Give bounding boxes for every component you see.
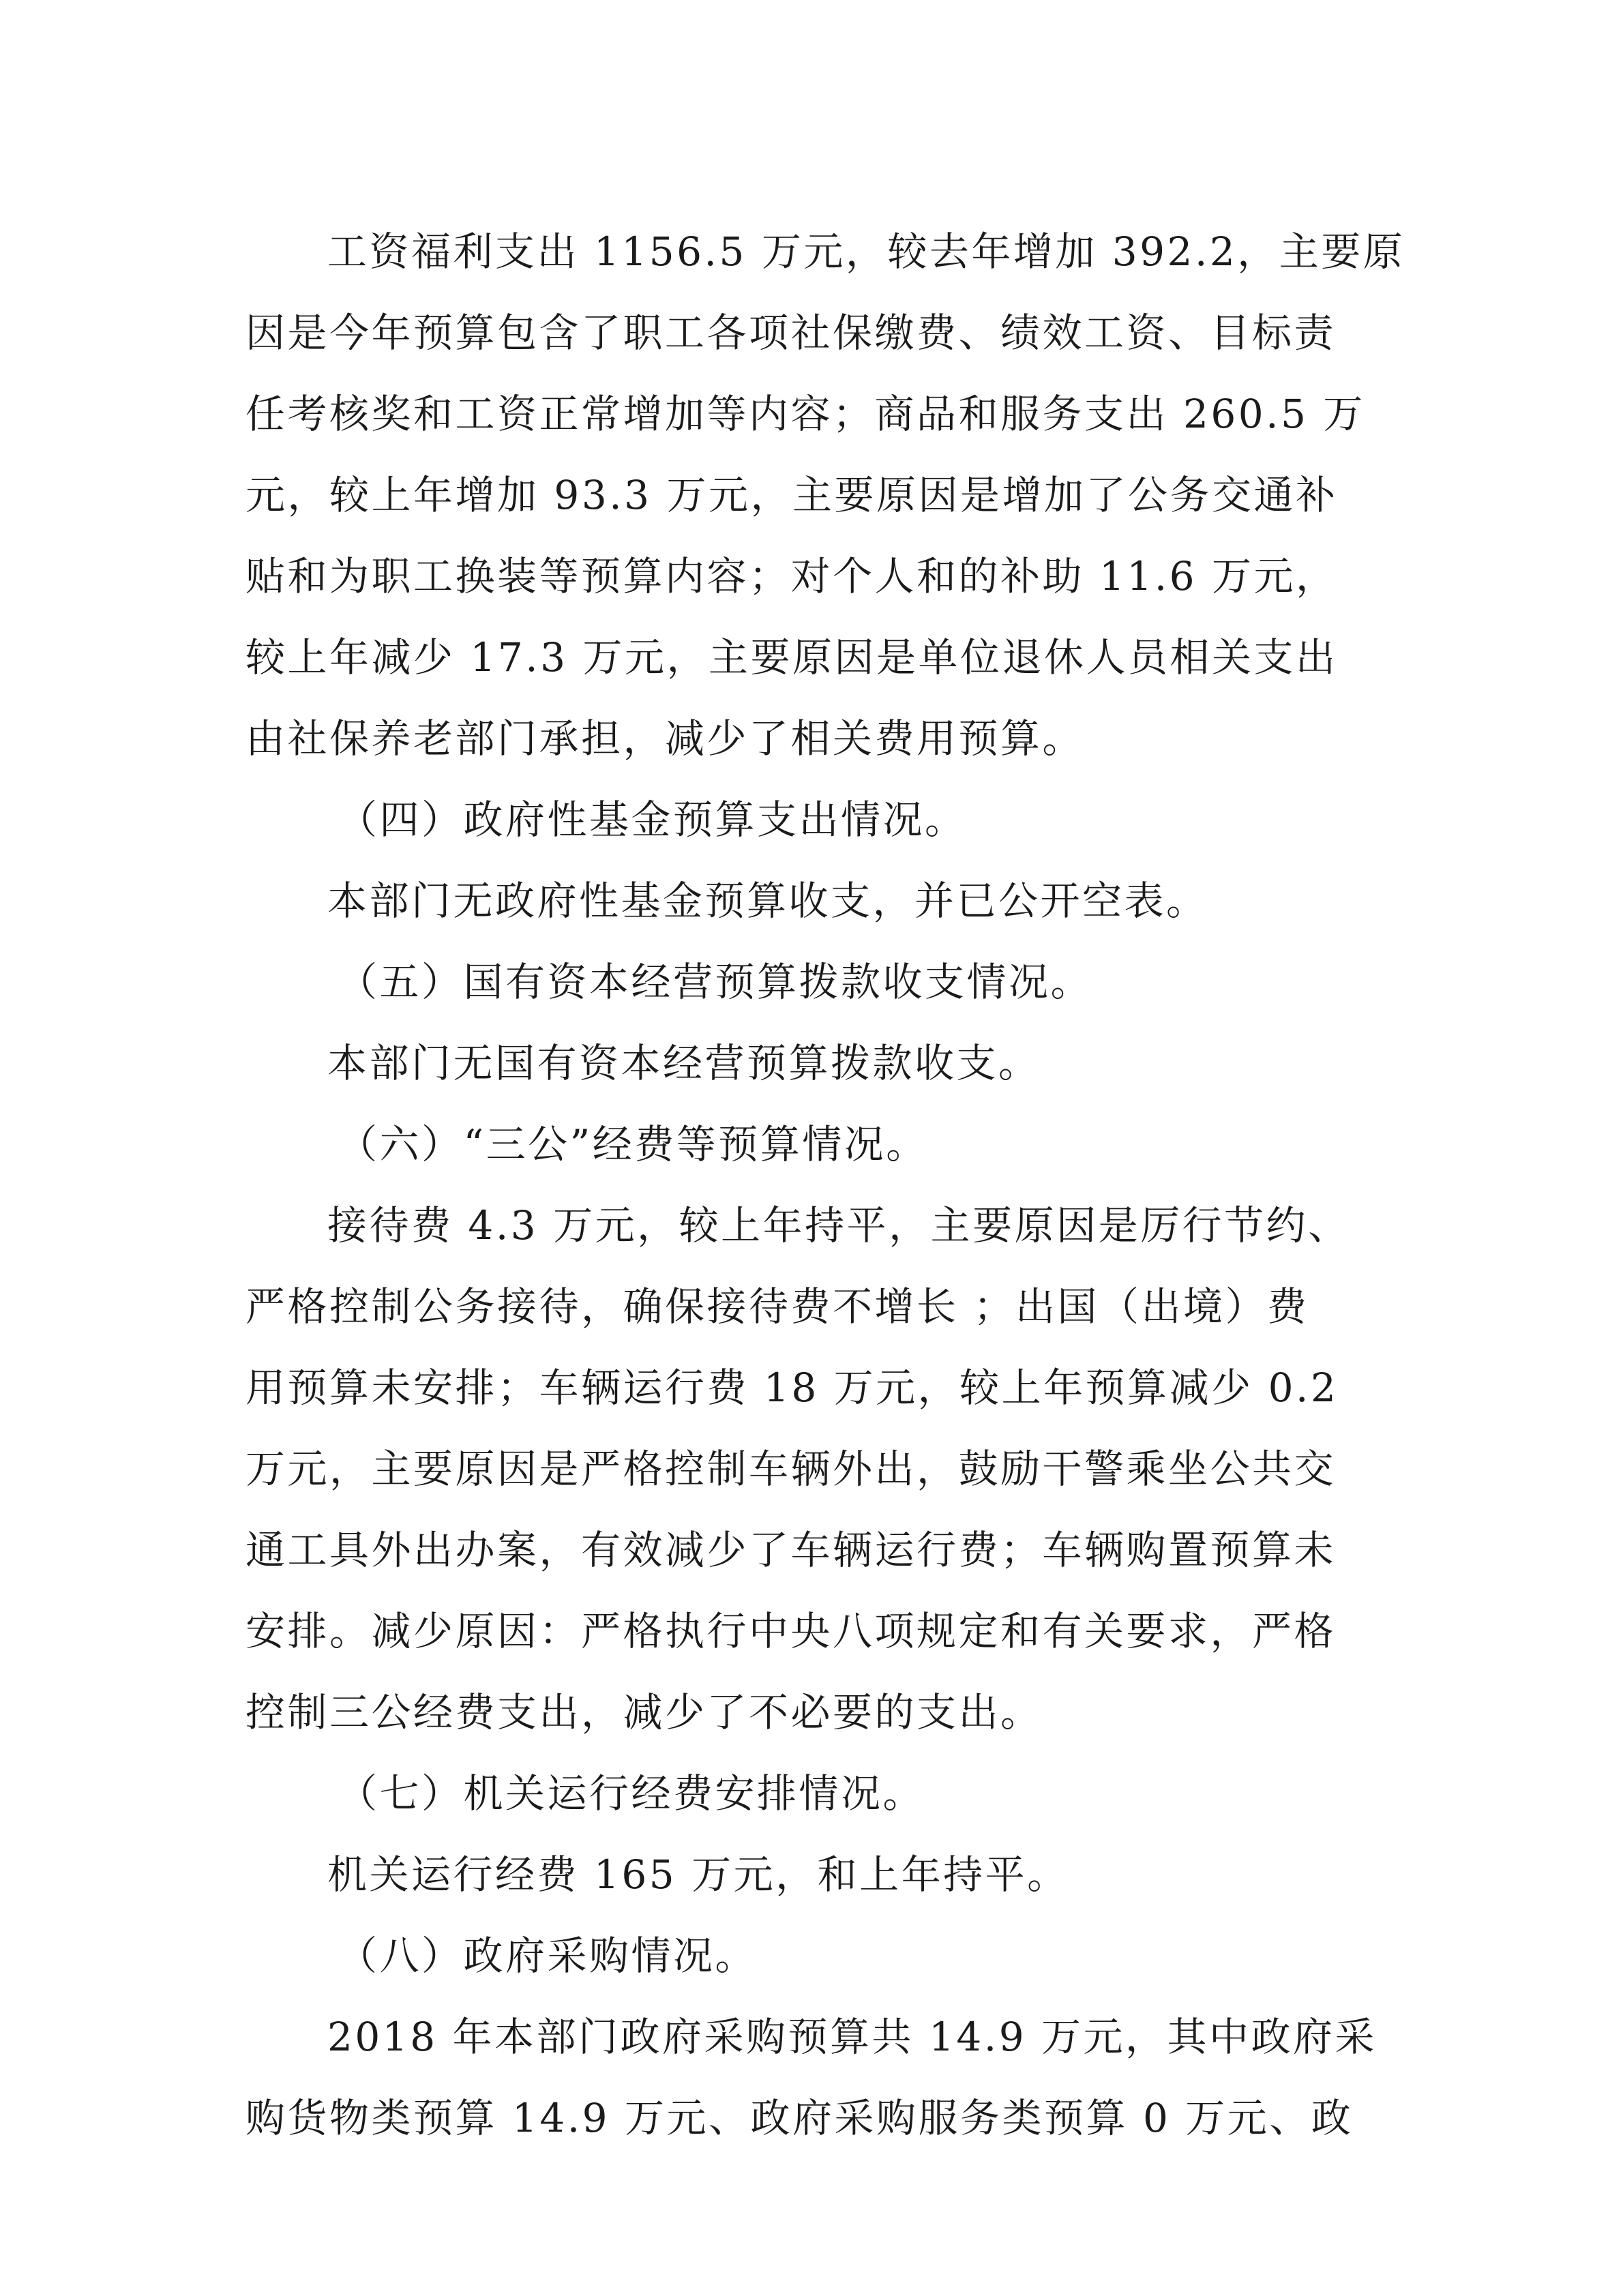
paragraph-line: 机关运行经费 165 万元，和上年持平。 — [327, 1851, 1069, 1898]
paragraph-line: 购货物类预算 14.9 万元、政府采购服务类预算 0 万元、政 — [245, 2095, 1354, 2141]
paragraph-line: 本部门无国有资本经营预算拨款收支。 — [327, 1040, 1041, 1086]
paragraph-line: 控制三公经费支出，减少了不必要的支出。 — [245, 1689, 1043, 1735]
section-heading: （八）政府采购情况。 — [338, 1933, 758, 1979]
paragraph-line: 工资福利支出 1156.5 万元，较去年增加 392.2，主要原 — [327, 228, 1405, 275]
paragraph-line: 接待费 4.3 万元，较上年持平，主要原因是厉行节约、 — [327, 1202, 1350, 1249]
paragraph-line: 较上年减少 17.3 万元，主要原因是单位退休人员相关支出 — [245, 634, 1338, 681]
paragraph-line: 由社保养老部门承担，减少了相关费用预算。 — [245, 715, 1085, 762]
paragraph-line: 通工具外出办案，有效减少了车辆运行费；车辆购置预算未 — [245, 1527, 1337, 1573]
paragraph-line: 用预算未安排；车辆运行费 18 万元，较上年预算减少 0.2 — [245, 1365, 1339, 1411]
paragraph-line: 本部门无政府性基金预算收支，并已公开空表。 — [327, 878, 1208, 924]
section-heading: （六）“三公”经费等预算情况。 — [338, 1121, 928, 1167]
paragraph-line: 任考核奖和工资正常增加等内容；商品和服务支出 260.5 万 — [245, 391, 1365, 437]
paragraph-line: 元，较上年增加 93.3 万元，主要原因是增加了公务交通补 — [245, 472, 1338, 518]
paragraph-line: 万元，主要原因是严格控制车辆外出，鼓励干警乘坐公共交 — [245, 1446, 1337, 1492]
paragraph-line: 安排。减少原因：严格执行中央八项规定和有关要求，严格 — [245, 1608, 1337, 1654]
section-heading: （四）政府性基金预算支出情况。 — [338, 796, 967, 843]
paragraph-line: 2018 年本部门政府采购预算共 14.9 万元，其中政府采 — [327, 2014, 1378, 2060]
paragraph-line: 贴和为职工换装等预算内容；对个人和的补助 11.6 万元， — [245, 553, 1338, 599]
section-heading: （五）国有资本经营预算拨款收支情况。 — [338, 959, 1093, 1005]
paragraph-line: 严格控制公务接待，确保接待费不增长 ；出国（出境）费 — [245, 1283, 1309, 1330]
paragraph-line: 因是今年预算包含了职工各项社保缴费、绩效工资、目标责 — [245, 310, 1337, 356]
section-heading: （七）机关运行经费安排情况。 — [338, 1770, 925, 1817]
document-body — [245, 211, 1405, 2159]
